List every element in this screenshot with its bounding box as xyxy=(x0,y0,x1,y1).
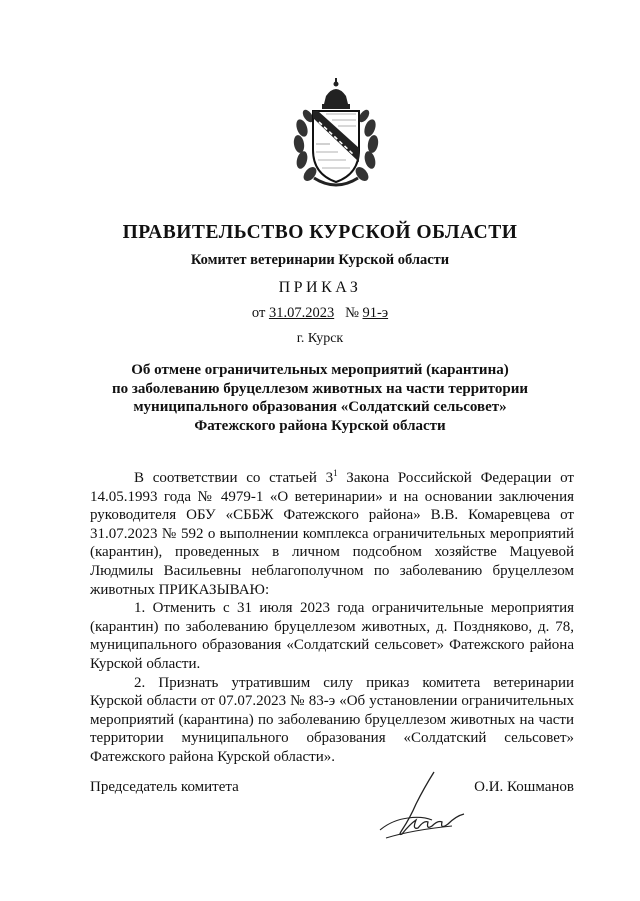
city: г. Курск xyxy=(296,331,344,346)
intro-text-rest: Закона Российской Федерации от 14.05.1993 года № 4979-1 «О ветеринарии» и на основании заключения руководителя ОБУ «СББЖ Фатежского района» В.В. Комаревцева от 31.07.2023 № 592 о выполнении комплекса ограничительных мероприятий (карантин), проведенных в личном подсобном хозяйстве Мацуевой Людмилы Васильевны неблагополучном по заболеванию бруцеллезом животных ПРИКАЗЫВАЮ: xyxy=(90,470,574,598)
subject-line: Об отмене ограничительных мероприятий (карантина) xyxy=(131,362,509,378)
coat-of-arms-emblem xyxy=(286,78,386,198)
order-number: 91-э xyxy=(362,305,389,321)
handwritten-signature xyxy=(372,768,472,848)
government-title: ПРАВИТЕЛЬСТВО КУРСКОЙ ОБЛАСТИ xyxy=(122,222,518,243)
number-prefix: № xyxy=(345,305,359,321)
order-body xyxy=(90,464,574,767)
order-date-number xyxy=(0,305,640,322)
subject-line: по заболеванию бруцеллезом животных на части территории xyxy=(112,380,528,397)
intro-text-start: В соответствии со статьей 3 xyxy=(134,470,334,486)
order-subject xyxy=(0,361,640,435)
order-item-2: 2. Признать утратившим силу приказ комитета ветеринарии Курской области от 07.07.2023 № 83-э «Об установлении ограничительных мероприятий (карантина) по заболеванию бруцеллезом животных на части территории муниципального образования «Солдатский сельсовет» Фатежского района Курской области». xyxy=(90,674,574,765)
document-type: ПРИКАЗ xyxy=(278,279,362,296)
article-superscript: 1 xyxy=(333,468,338,478)
intro-paragraph xyxy=(90,464,574,599)
signer-name: О.И. Кошманов xyxy=(474,779,574,795)
signer-position: Председатель комитета xyxy=(90,779,239,795)
order-item-1: 1. Отменить с 31 июля 2023 года ограничительные мероприятия (карантин) по заболеванию бруцеллезом животных, д. Поздняково, д. 78, муниципального образования «Солдатский сельсовет» Фатежского района Курской области. xyxy=(90,600,574,672)
date-prefix: от xyxy=(251,305,266,321)
committee-name: Комитет ветеринарии Курской области xyxy=(190,252,450,268)
subject-line: Фатежского района Курской области xyxy=(194,417,446,434)
order-date: 31.07.2023 xyxy=(268,305,335,321)
subject-line: муниципального образования «Солдатский сельсовет» xyxy=(133,399,507,415)
